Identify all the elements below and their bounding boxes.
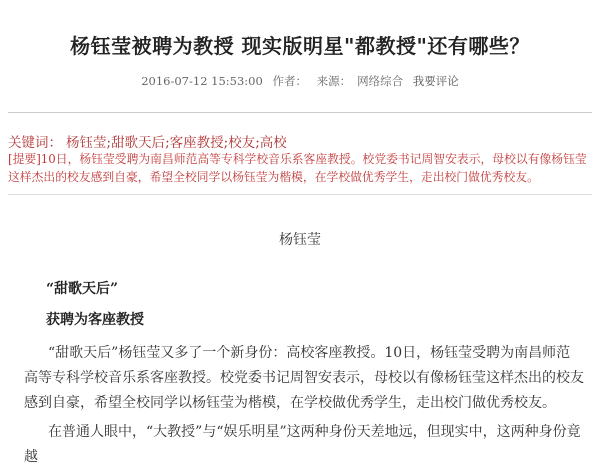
image-caption: 杨钰莹 — [279, 232, 321, 248]
keywords-row: 关键词： 杨钰莹;甜歌天后;客座教授;校友;高校 — [8, 135, 287, 151]
keyword-link[interactable]: 高校 — [259, 135, 287, 151]
divider — [8, 194, 592, 195]
section-quote-title: “甜歌天后” — [46, 281, 119, 297]
body-paragraph: “甜歌天后”杨钰莹又多了一个新身份：高校客座教授。10日，杨钰莹受聘为南昌师范高等专科学校音乐系客座教授。校党委书记周智安表示，母校以有像杨钰莹这样杰出的校友感到自豪，希望全校同学以杨钰莹为楷模，在学校做优秀学生，走出校门做优秀校友。 — [24, 345, 584, 411]
keyword-link[interactable]: 甜歌天后 — [111, 135, 166, 151]
article-meta — [0, 73, 600, 89]
article-title: 杨钰莹被聘为教授 现实版明星"都教授"还有哪些？ — [70, 34, 530, 58]
source-name: 网络综合 — [357, 74, 404, 88]
keyword-link[interactable]: 校友 — [228, 135, 256, 151]
keywords-label: 关键词： — [8, 135, 62, 151]
section-subhead: 获聘为客座教授 — [46, 312, 144, 328]
comment-link[interactable]: 我要评论 — [412, 74, 459, 88]
source-label: 来源： — [316, 74, 352, 88]
article-summary: [提要]10日，杨钰莹受聘为南昌师范高等专科学校音乐系客座教授。校党委书记周智安表示，母校以有像杨钰莹这样杰出的校友感到自豪，希望全校同学以杨钰莹为楷模，在学校做优秀学生，走出校门做优秀校友。 — [8, 152, 587, 184]
keyword-link[interactable]: 客座教授 — [169, 135, 224, 151]
publish-datetime: 2016-07-12 15:53:00 — [141, 74, 263, 88]
author-label: 作者： — [272, 74, 307, 88]
divider — [8, 112, 592, 113]
body-paragraph: 在普通人眼中，“大教授”与“娱乐明星”这两种身份天差地远，但现实中，这两种身份竟越 — [24, 424, 581, 465]
keyword-link[interactable]: 杨钰莹 — [66, 135, 107, 151]
